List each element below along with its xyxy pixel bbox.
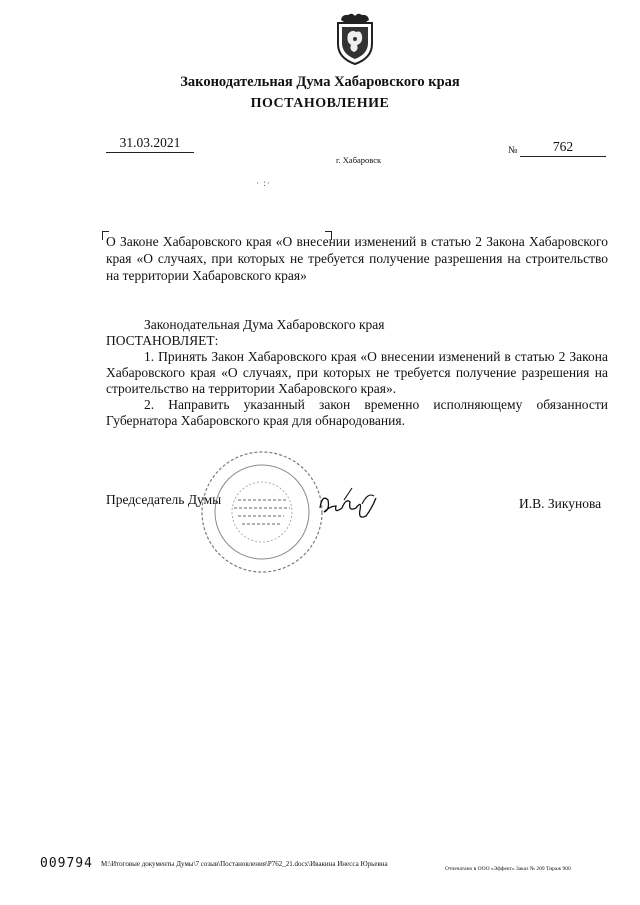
official-stamp	[198, 448, 326, 576]
resolution-item: 1. Принять Закон Хабаровского края «О внесении изменений в статью 2 Закона Хабаровского края «О случаях, при которых не требуется получение разрешения на строительство на территории Хабаровского края».	[106, 349, 608, 396]
printer-imprint: Отпечатано в ООО «Эффект» Заказ № 209 Тираж 900	[445, 866, 571, 872]
document-number: 762	[520, 139, 606, 157]
coat-of-arms-icon	[332, 10, 378, 66]
scan-specks: · :·	[256, 178, 271, 188]
resolves-heading: ПОСТАНОВЛЯЕТ:	[106, 333, 219, 348]
file-path: M:\Итоговые документы Думы\7 созыв\Постановления\P762_21.docx\Ивакина Инесса Юрьевна	[101, 860, 388, 868]
resolution-item: 2. Направить указанный закон временно исполняющему обязанности Губернатора Хабаровского края для обнародования.	[106, 397, 608, 428]
duma-line: Законодательная Дума Хабаровского края	[144, 317, 385, 332]
document-type: ПОСТАНОВЛЕНИЕ	[250, 96, 390, 111]
serial-number: 009794	[40, 856, 93, 871]
number-label: №	[508, 145, 518, 156]
document-date: 31.03.2021	[106, 135, 194, 153]
signer-name: И.В. Зикунова	[519, 496, 602, 511]
handwritten-signature	[316, 484, 380, 524]
organization-name: Законодательная Дума Хабаровского края	[180, 74, 460, 90]
document-subject: О Законе Хабаровского края «О внесении изменений в статью 2 Закона Хабаровского края «О случаях, при которых не требуется получение разрешения на строительство на территории Хабаровского края»	[106, 234, 608, 283]
chairman-title: Председатель Думы	[106, 492, 222, 507]
city-label: г. Хабаровск	[336, 155, 382, 165]
